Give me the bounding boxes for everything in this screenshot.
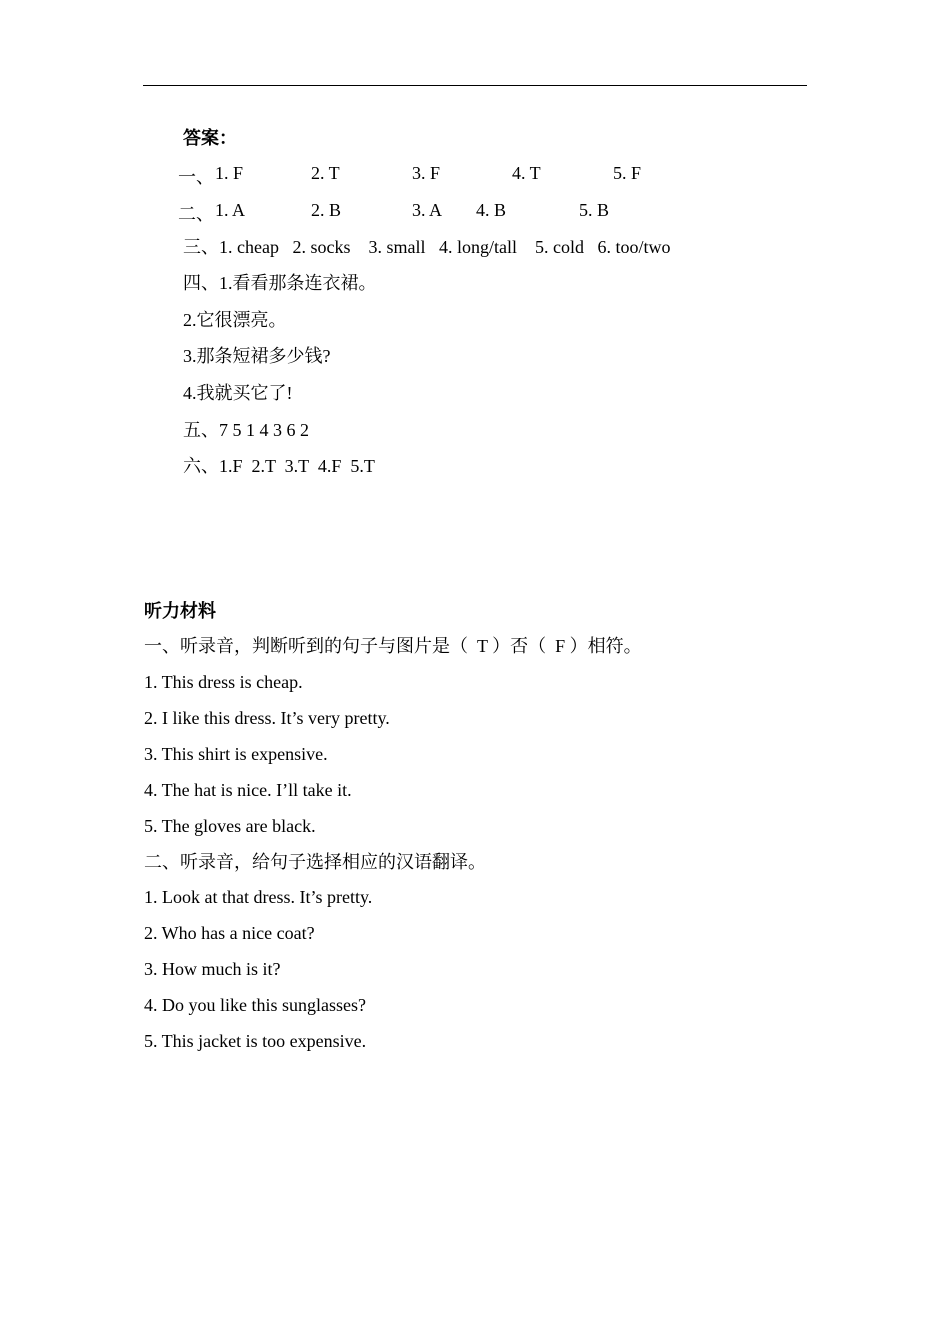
list-item: 4. Do you like this sunglasses? bbox=[144, 995, 366, 1015]
list-item: 3. How much is it? bbox=[144, 959, 281, 979]
answer-item: 4. B bbox=[476, 200, 507, 220]
answers-section-4-line-3: 3.那条短裙多少钱? bbox=[183, 346, 331, 366]
list-item: 1. This dress is cheap. bbox=[144, 672, 303, 692]
answers-section-4-line-1: 四、1.看看那条连衣裙。 bbox=[183, 273, 377, 293]
answers-section-6: 六、1.F 2.T 3.T 4.F 5.T bbox=[183, 456, 375, 476]
header-rule bbox=[143, 85, 807, 86]
list-item: 2. Who has a nice coat? bbox=[144, 923, 315, 943]
list-item: 5. This jacket is too expensive. bbox=[144, 1031, 367, 1051]
answers-heading: 答案： bbox=[183, 128, 237, 148]
listening-heading: 听力材料 bbox=[144, 601, 216, 621]
list-item: 3. This shirt is expensive. bbox=[144, 744, 328, 764]
listening-part-1-title: 一、听录音，判断听到的句子与图片是（ T ）否（ F ）相符。 bbox=[144, 636, 642, 656]
answer-item: 1. A bbox=[215, 200, 246, 220]
answers-section-4-line-2: 2.它很漂亮。 bbox=[183, 310, 287, 330]
list-item: 5. The gloves are black. bbox=[144, 816, 316, 836]
answer-item: 2. B bbox=[311, 200, 342, 220]
answers-section-5: 五、7 5 1 4 3 6 2 bbox=[183, 420, 309, 440]
answer-item: 3. A bbox=[412, 200, 443, 220]
section-prefix: 一、 bbox=[178, 167, 214, 187]
list-item: 1. Look at that dress. It’s pretty. bbox=[144, 887, 373, 907]
answer-item: 3. F bbox=[412, 163, 441, 183]
list-item: 4. The hat is nice. I’ll take it. bbox=[144, 780, 352, 800]
answer-item: 1. F bbox=[215, 163, 244, 183]
answers-section-4-line-4: 4.我就买它了! bbox=[183, 383, 293, 403]
answer-item: 4. T bbox=[512, 163, 541, 183]
answer-item: 5. F bbox=[613, 163, 642, 183]
answers-section-3: 三、1. cheap 2. socks 3. small 4. long/tall 5. cold 6. too/two bbox=[183, 237, 671, 257]
list-item: 2. I like this dress. It’s very pretty. bbox=[144, 708, 390, 728]
answer-item: 2. T bbox=[311, 163, 340, 183]
listening-part-2-title: 二、听录音，给句子选择相应的汉语翻译。 bbox=[144, 852, 486, 872]
section-prefix: 二、 bbox=[178, 204, 214, 224]
answer-item: 5. B bbox=[579, 200, 610, 220]
